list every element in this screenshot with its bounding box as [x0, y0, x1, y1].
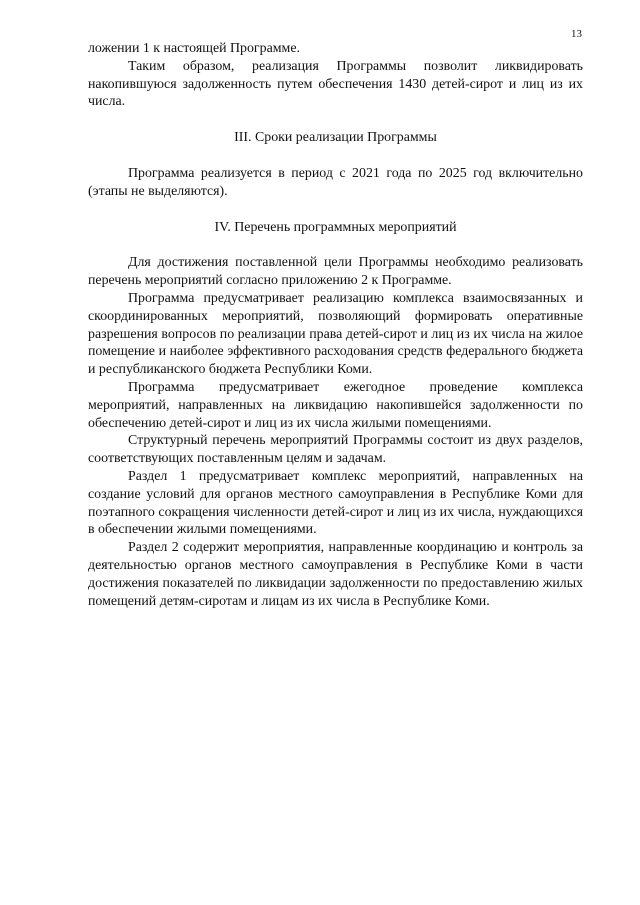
section-4-title: IV. Перечень программных мероприятий — [214, 219, 457, 235]
section-4-paragraph-6: Раздел 2 содержит мероприятия, направленные координацию и контроль за деятельностью органов местного самоуправления в Республике Коми в части достижения показателей по ликвидации задолженности по предоставлению жилых помещений детям-сиротам и лицам из их числа в Республике Коми. — [88, 540, 583, 609]
page-number: 13 — [571, 28, 582, 40]
paragraph-continuation: ложении 1 к настоящей Программе. — [88, 41, 300, 56]
section-3-paragraph: Программа реализуется в период с 2021 года по 2025 год включительно (этапы не выделяются). — [88, 165, 583, 199]
section-3-title: III. Сроки реализации Программы — [234, 130, 437, 146]
document-body — [88, 40, 583, 610]
paragraph-conclusion: Таким образом, реализация Программы позволит ликвидировать накопившуюся задолженность путем обеспечения 1430 детей-сирот и лиц из их числа. — [88, 58, 583, 110]
section-4-paragraph-3: Программа предусматривает ежегодное проведение комплекса мероприятий, направленных на ликвидацию накопившейся задолженности по обеспечению детей-сирот и лиц из их числа жилыми помещениями. — [88, 379, 583, 431]
section-4-paragraph-4: Структурный перечень мероприятий Программы состоит из двух разделов, соответствующих поставленным целям и задачам. — [88, 433, 583, 467]
section-4-paragraph-5: Раздел 1 предусматривает комплекс мероприятий, направленных на создание условий для органов местного самоуправления в Республике Коми для поэтапного сокращения численности детей-сирот и лиц из их числа, нуждающихся в обеспечении жилыми помещениями. — [88, 468, 583, 538]
section-4-paragraph-1: Для достижения поставленной цели Программы необходимо реализовать перечень мероприятий согласно приложению 2 к Программе. — [88, 255, 583, 289]
section-4-paragraph-2: Программа предусматривает реализацию комплекса взаимосвязанных и скоординированных мероприятий, позволяющий формировать оперативные разрешения вопросов по реализации права детей-сирот и лиц из их числа на жилое помещение и наиболее эффективного расходования средств федерального бюджета и республиканского бюджета Республики Коми. — [88, 290, 583, 378]
